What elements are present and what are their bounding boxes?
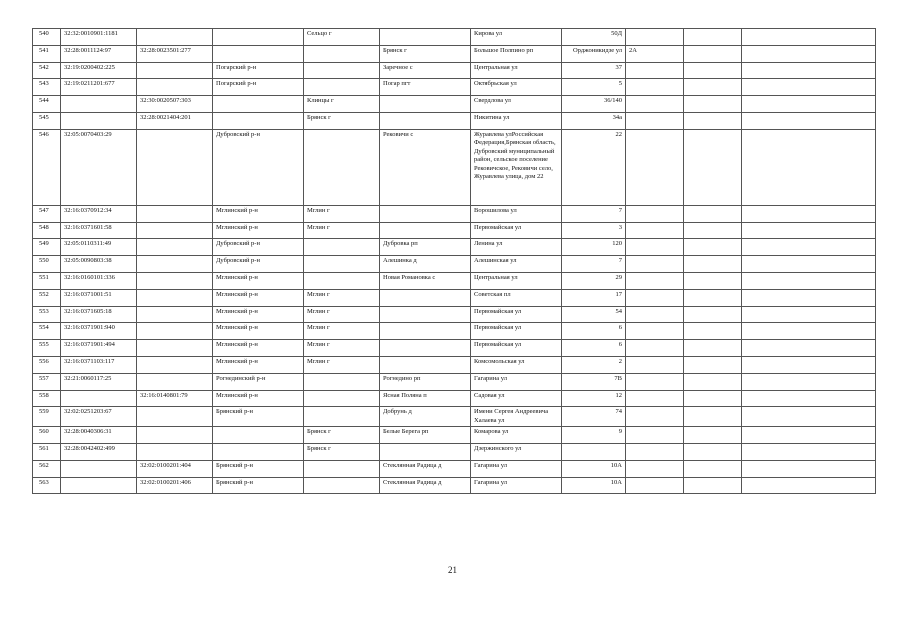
city-cell	[304, 477, 380, 494]
extra-col-3-cell	[742, 112, 876, 129]
cadastral-number-cell: 32:16:0160101:336	[61, 272, 137, 289]
page-number: 21	[448, 565, 457, 575]
house-number-cell: 12	[562, 390, 626, 407]
row-number-cell: 561	[33, 444, 61, 461]
extra-col-3-cell	[742, 460, 876, 477]
settlement-cell	[380, 444, 471, 461]
district-cell: Дубровский р-н	[213, 239, 304, 256]
house-number-cell: 74	[562, 407, 626, 427]
table-body	[33, 29, 876, 494]
extra-col-1-cell	[626, 477, 684, 494]
city-cell: Сельцо г	[304, 29, 380, 46]
city-cell	[304, 239, 380, 256]
cadastral-number-cell: 32:16:0371605:18	[61, 306, 137, 323]
city-cell	[304, 79, 380, 96]
street-cell: Дзержинского ул	[471, 444, 562, 461]
street-cell: Комарова ул	[471, 427, 562, 444]
table-row	[33, 390, 876, 407]
house-number-cell: 7	[562, 256, 626, 273]
extra-col-2-cell	[684, 477, 742, 494]
cadastral-number-alt-cell: 32:02:0100201:404	[137, 460, 213, 477]
cadastral-number-alt-cell: 32:16:0140801:79	[137, 390, 213, 407]
street-cell: Первомайская ул	[471, 306, 562, 323]
district-cell: Дубровский р-н	[213, 129, 304, 205]
row-number-cell: 558	[33, 390, 61, 407]
cadastral-number-alt-cell	[137, 356, 213, 373]
settlement-cell: Рогнедино рп	[380, 373, 471, 390]
city-cell: Брянск г	[304, 444, 380, 461]
extra-col-3-cell	[742, 222, 876, 239]
extra-col-3-cell	[742, 289, 876, 306]
settlement-cell	[380, 29, 471, 46]
street-cell: Гагарина ул	[471, 373, 562, 390]
cadastral-number-cell: 32:19:0211201:677	[61, 79, 137, 96]
row-number-cell: 542	[33, 62, 61, 79]
settlement-cell: Стеклянная Радица д	[380, 477, 471, 494]
row-number-cell: 552	[33, 289, 61, 306]
street-cell: Большое Полпино рп	[471, 45, 562, 62]
cadastral-number-cell: 32:16:0371103:117	[61, 356, 137, 373]
street-cell: Первомайская ул	[471, 222, 562, 239]
extra-col-1-cell	[626, 340, 684, 357]
cadastral-number-alt-cell	[137, 444, 213, 461]
settlement-cell: Брянск г	[380, 45, 471, 62]
extra-col-1-cell	[626, 96, 684, 113]
district-cell: Мглинский р-н	[213, 205, 304, 222]
table-row	[33, 306, 876, 323]
house-number-cell: 54	[562, 306, 626, 323]
street-cell: Ленина ул	[471, 239, 562, 256]
extra-col-2-cell	[684, 407, 742, 427]
district-cell: Дубровский р-н	[213, 256, 304, 273]
extra-col-2-cell	[684, 129, 742, 205]
table-row	[33, 323, 876, 340]
cadastral-number-alt-cell	[137, 427, 213, 444]
extra-col-2-cell	[684, 272, 742, 289]
table-row	[33, 79, 876, 96]
city-cell	[304, 45, 380, 62]
settlement-cell: Погар пгт	[380, 79, 471, 96]
row-number-cell: 560	[33, 427, 61, 444]
house-number-cell: 9	[562, 427, 626, 444]
house-number-cell: 10А	[562, 477, 626, 494]
cadastral-number-cell: 32:16:0371601:58	[61, 222, 137, 239]
extra-col-2-cell	[684, 306, 742, 323]
settlement-cell	[380, 323, 471, 340]
house-number-cell: 36/140	[562, 96, 626, 113]
cadastral-number-alt-cell	[137, 272, 213, 289]
district-cell	[213, 444, 304, 461]
extra-col-3-cell	[742, 79, 876, 96]
cadastral-number-cell: 32:16:0371001:51	[61, 289, 137, 306]
settlement-cell	[380, 340, 471, 357]
cadastral-number-cell	[61, 477, 137, 494]
district-cell	[213, 427, 304, 444]
extra-col-1-cell	[626, 390, 684, 407]
extra-col-3-cell	[742, 239, 876, 256]
settlement-cell: Стеклянная Радица д	[380, 460, 471, 477]
row-number-cell: 554	[33, 323, 61, 340]
house-number-cell: 2	[562, 356, 626, 373]
extra-col-1-cell	[626, 239, 684, 256]
extra-col-1-cell	[626, 222, 684, 239]
settlement-cell: Белые Берега рп	[380, 427, 471, 444]
house-number-cell: 3	[562, 222, 626, 239]
city-cell: Брянск г	[304, 112, 380, 129]
house-number-cell: 29	[562, 272, 626, 289]
cadastral-number-cell: 32:16:0371901:940	[61, 323, 137, 340]
property-register-table	[32, 28, 876, 494]
street-cell: Комсомольская ул	[471, 356, 562, 373]
street-cell: Центральная ул	[471, 272, 562, 289]
settlement-cell	[380, 96, 471, 113]
city-cell	[304, 373, 380, 390]
house-number-cell: 34а	[562, 112, 626, 129]
city-cell: Брянск г	[304, 427, 380, 444]
cadastral-number-cell	[61, 460, 137, 477]
cadastral-number-alt-cell	[137, 239, 213, 256]
extra-col-1-cell	[626, 112, 684, 129]
row-number-cell: 546	[33, 129, 61, 205]
extra-col-3-cell	[742, 96, 876, 113]
cadastral-number-cell: 32:16:0370912:34	[61, 205, 137, 222]
cadastral-number-cell: 32:05:0090803:38	[61, 256, 137, 273]
extra-col-2-cell	[684, 460, 742, 477]
table-row	[33, 289, 876, 306]
cadastral-number-alt-cell	[137, 129, 213, 205]
table-row	[33, 340, 876, 357]
table-row	[33, 373, 876, 390]
extra-col-3-cell	[742, 477, 876, 494]
table-row	[33, 96, 876, 113]
table-row	[33, 222, 876, 239]
street-cell: Алешинская ул	[471, 256, 562, 273]
row-number-cell: 556	[33, 356, 61, 373]
table-row	[33, 356, 876, 373]
extra-col-3-cell	[742, 356, 876, 373]
extra-col-2-cell	[684, 29, 742, 46]
extra-col-3-cell	[742, 29, 876, 46]
row-number-cell: 557	[33, 373, 61, 390]
district-cell: Мглинский р-н	[213, 323, 304, 340]
house-number-cell: 22	[562, 129, 626, 205]
cadastral-number-cell: 32:28:0042402:499	[61, 444, 137, 461]
row-number-cell: 563	[33, 477, 61, 494]
cadastral-number-alt-cell	[137, 323, 213, 340]
row-number-cell: 553	[33, 306, 61, 323]
city-cell	[304, 407, 380, 427]
district-cell: Мглинский р-н	[213, 390, 304, 407]
cadastral-number-alt-cell	[137, 62, 213, 79]
district-cell: Мглинский р-н	[213, 222, 304, 239]
extra-col-3-cell	[742, 427, 876, 444]
house-number-cell: 7В	[562, 373, 626, 390]
extra-col-2-cell	[684, 222, 742, 239]
table-row	[33, 62, 876, 79]
district-cell	[213, 112, 304, 129]
street-cell: Октябрьская ул	[471, 79, 562, 96]
city-cell: Мглин г	[304, 205, 380, 222]
house-number-cell: 37	[562, 62, 626, 79]
row-number-cell: 562	[33, 460, 61, 477]
extra-col-1-cell	[626, 29, 684, 46]
extra-col-1-cell	[626, 129, 684, 205]
cadastral-number-alt-cell	[137, 289, 213, 306]
cadastral-number-cell: 32:21:0060117:25	[61, 373, 137, 390]
street-cell: Имени Сергея Андреевича Халаева ул	[471, 407, 562, 427]
row-number-cell: 549	[33, 239, 61, 256]
street-cell: Ворошилова ул	[471, 205, 562, 222]
extra-col-3-cell	[742, 129, 876, 205]
district-cell: Мглинский р-н	[213, 356, 304, 373]
settlement-cell	[380, 306, 471, 323]
extra-col-2-cell	[684, 427, 742, 444]
city-cell: Клинцы г	[304, 96, 380, 113]
extra-col-1-cell	[626, 62, 684, 79]
district-cell: Мглинский р-н	[213, 340, 304, 357]
settlement-cell: Добрунь д	[380, 407, 471, 427]
street-cell: Первомайская ул	[471, 340, 562, 357]
district-cell	[213, 45, 304, 62]
extra-col-2-cell	[684, 79, 742, 96]
house-number-cell: 120	[562, 239, 626, 256]
table-row	[33, 427, 876, 444]
table-row	[33, 460, 876, 477]
house-number-cell	[562, 444, 626, 461]
cadastral-number-alt-cell	[137, 407, 213, 427]
row-number-cell: 555	[33, 340, 61, 357]
settlement-cell: Ясная Поляна п	[380, 390, 471, 407]
cadastral-number-cell	[61, 112, 137, 129]
cadastral-number-cell: 32:05:0070403:29	[61, 129, 137, 205]
extra-col-3-cell	[742, 390, 876, 407]
city-cell: Мглин г	[304, 289, 380, 306]
house-number-cell: 5	[562, 79, 626, 96]
extra-col-3-cell	[742, 62, 876, 79]
extra-col-1-cell	[626, 407, 684, 427]
extra-col-2-cell	[684, 62, 742, 79]
district-cell: Погарский р-н	[213, 62, 304, 79]
district-cell: Брянский р-н	[213, 407, 304, 427]
extra-col-2-cell	[684, 239, 742, 256]
district-cell: Брянский р-н	[213, 460, 304, 477]
extra-col-1-cell	[626, 272, 684, 289]
extra-col-1-cell	[626, 79, 684, 96]
cadastral-number-alt-cell: 32:30:0020507:303	[137, 96, 213, 113]
extra-col-2-cell	[684, 356, 742, 373]
row-number-cell: 559	[33, 407, 61, 427]
extra-col-1-cell	[626, 444, 684, 461]
city-cell	[304, 62, 380, 79]
settlement-cell	[380, 205, 471, 222]
city-cell: Мглин г	[304, 323, 380, 340]
extra-col-1-cell	[626, 323, 684, 340]
cadastral-number-alt-cell	[137, 205, 213, 222]
row-number-cell: 540	[33, 29, 61, 46]
city-cell: Мглин г	[304, 222, 380, 239]
extra-col-1-cell	[626, 205, 684, 222]
settlement-cell: Рековичи с	[380, 129, 471, 205]
house-number-cell: 6	[562, 323, 626, 340]
district-cell: Погарский р-н	[213, 79, 304, 96]
house-number-cell: 50Д	[562, 29, 626, 46]
cadastral-number-alt-cell	[137, 306, 213, 323]
cadastral-number-alt-cell	[137, 29, 213, 46]
extra-col-2-cell	[684, 373, 742, 390]
extra-col-2-cell	[684, 289, 742, 306]
table-row	[33, 256, 876, 273]
extra-col-2-cell	[684, 323, 742, 340]
extra-col-1-cell	[626, 356, 684, 373]
extra-col-3-cell	[742, 272, 876, 289]
cadastral-number-cell: 32:32:0010901:1181	[61, 29, 137, 46]
settlement-cell	[380, 222, 471, 239]
cadastral-number-cell: 32:16:0371901:494	[61, 340, 137, 357]
extra-col-1-cell: 2А	[626, 45, 684, 62]
city-cell	[304, 129, 380, 205]
extra-col-2-cell	[684, 256, 742, 273]
cadastral-number-cell	[61, 390, 137, 407]
cadastral-number-alt-cell: 32:28:0023501:277	[137, 45, 213, 62]
district-cell: Мглинский р-н	[213, 289, 304, 306]
district-cell: Рогнединский р-н	[213, 373, 304, 390]
extra-col-3-cell	[742, 407, 876, 427]
extra-col-3-cell	[742, 45, 876, 62]
extra-col-3-cell	[742, 323, 876, 340]
row-number-cell: 543	[33, 79, 61, 96]
street-cell: Журавлева улРоссийская Федерация,Брянская область, Дубровский муниципальный район, сельское поселение Рековичское, Рековичи село, Журавлева улица, дом 22	[471, 129, 562, 205]
street-cell: Никитина ул	[471, 112, 562, 129]
cadastral-number-alt-cell	[137, 373, 213, 390]
extra-col-1-cell	[626, 460, 684, 477]
street-cell: Советская пл	[471, 289, 562, 306]
extra-col-1-cell	[626, 427, 684, 444]
street-cell: Гагарина ул	[471, 477, 562, 494]
extra-col-2-cell	[684, 205, 742, 222]
settlement-cell	[380, 356, 471, 373]
cadastral-number-alt-cell	[137, 340, 213, 357]
house-number-cell: 10А	[562, 460, 626, 477]
extra-col-1-cell	[626, 289, 684, 306]
table-row	[33, 129, 876, 205]
street-cell: Гагарина ул	[471, 460, 562, 477]
table-row	[33, 477, 876, 494]
city-cell	[304, 460, 380, 477]
extra-col-3-cell	[742, 306, 876, 323]
row-number-cell: 544	[33, 96, 61, 113]
table-row	[33, 407, 876, 427]
settlement-cell	[380, 289, 471, 306]
city-cell	[304, 272, 380, 289]
cadastral-number-alt-cell: 32:28:0021404:201	[137, 112, 213, 129]
city-cell	[304, 390, 380, 407]
extra-col-1-cell	[626, 373, 684, 390]
extra-col-3-cell	[742, 340, 876, 357]
table-row	[33, 29, 876, 46]
house-number-cell: Орджоникидзе ул	[562, 45, 626, 62]
extra-col-2-cell	[684, 444, 742, 461]
street-cell: Первомайская ул	[471, 323, 562, 340]
district-cell	[213, 96, 304, 113]
table-row	[33, 272, 876, 289]
extra-col-2-cell	[684, 96, 742, 113]
table-row	[33, 444, 876, 461]
house-number-cell: 17	[562, 289, 626, 306]
city-cell: Мглин г	[304, 340, 380, 357]
cadastral-number-alt-cell: 32:02:0100201:406	[137, 477, 213, 494]
cadastral-number-cell: 32:02:0251203:67	[61, 407, 137, 427]
extra-col-2-cell	[684, 112, 742, 129]
cadastral-number-alt-cell	[137, 256, 213, 273]
cadastral-number-cell: 32:28:0011124:97	[61, 45, 137, 62]
district-cell: Брянский р-н	[213, 477, 304, 494]
table-row	[33, 205, 876, 222]
city-cell: Мглин г	[304, 356, 380, 373]
cadastral-number-cell	[61, 96, 137, 113]
settlement-cell: Заречное с	[380, 62, 471, 79]
extra-col-2-cell	[684, 340, 742, 357]
district-cell	[213, 29, 304, 46]
street-cell: Кирова ул	[471, 29, 562, 46]
row-number-cell: 551	[33, 272, 61, 289]
settlement-cell: Новая Романовка с	[380, 272, 471, 289]
table-row	[33, 239, 876, 256]
row-number-cell: 547	[33, 205, 61, 222]
table-row	[33, 112, 876, 129]
extra-col-3-cell	[742, 373, 876, 390]
extra-col-1-cell	[626, 256, 684, 273]
street-cell: Садовая ул	[471, 390, 562, 407]
extra-col-1-cell	[626, 306, 684, 323]
extra-col-3-cell	[742, 205, 876, 222]
district-cell: Мглинский р-н	[213, 272, 304, 289]
cadastral-number-cell: 32:19:0200402:225	[61, 62, 137, 79]
row-number-cell: 550	[33, 256, 61, 273]
row-number-cell: 545	[33, 112, 61, 129]
cadastral-number-alt-cell	[137, 222, 213, 239]
house-number-cell: 7	[562, 205, 626, 222]
street-cell: Свердлова ул	[471, 96, 562, 113]
house-number-cell: 6	[562, 340, 626, 357]
extra-col-2-cell	[684, 390, 742, 407]
table-row	[33, 45, 876, 62]
cadastral-number-cell: 32:28:0040306:31	[61, 427, 137, 444]
extra-col-3-cell	[742, 256, 876, 273]
extra-col-3-cell	[742, 444, 876, 461]
row-number-cell: 541	[33, 45, 61, 62]
row-number-cell: 548	[33, 222, 61, 239]
street-cell: Центральная ул	[471, 62, 562, 79]
city-cell: Мглин г	[304, 306, 380, 323]
cadastral-number-alt-cell	[137, 79, 213, 96]
cadastral-number-cell: 32:05:0110311:49	[61, 239, 137, 256]
district-cell: Мглинский р-н	[213, 306, 304, 323]
settlement-cell	[380, 112, 471, 129]
settlement-cell: Алешинка д	[380, 256, 471, 273]
settlement-cell: Дубровка рп	[380, 239, 471, 256]
extra-col-2-cell	[684, 45, 742, 62]
city-cell	[304, 256, 380, 273]
